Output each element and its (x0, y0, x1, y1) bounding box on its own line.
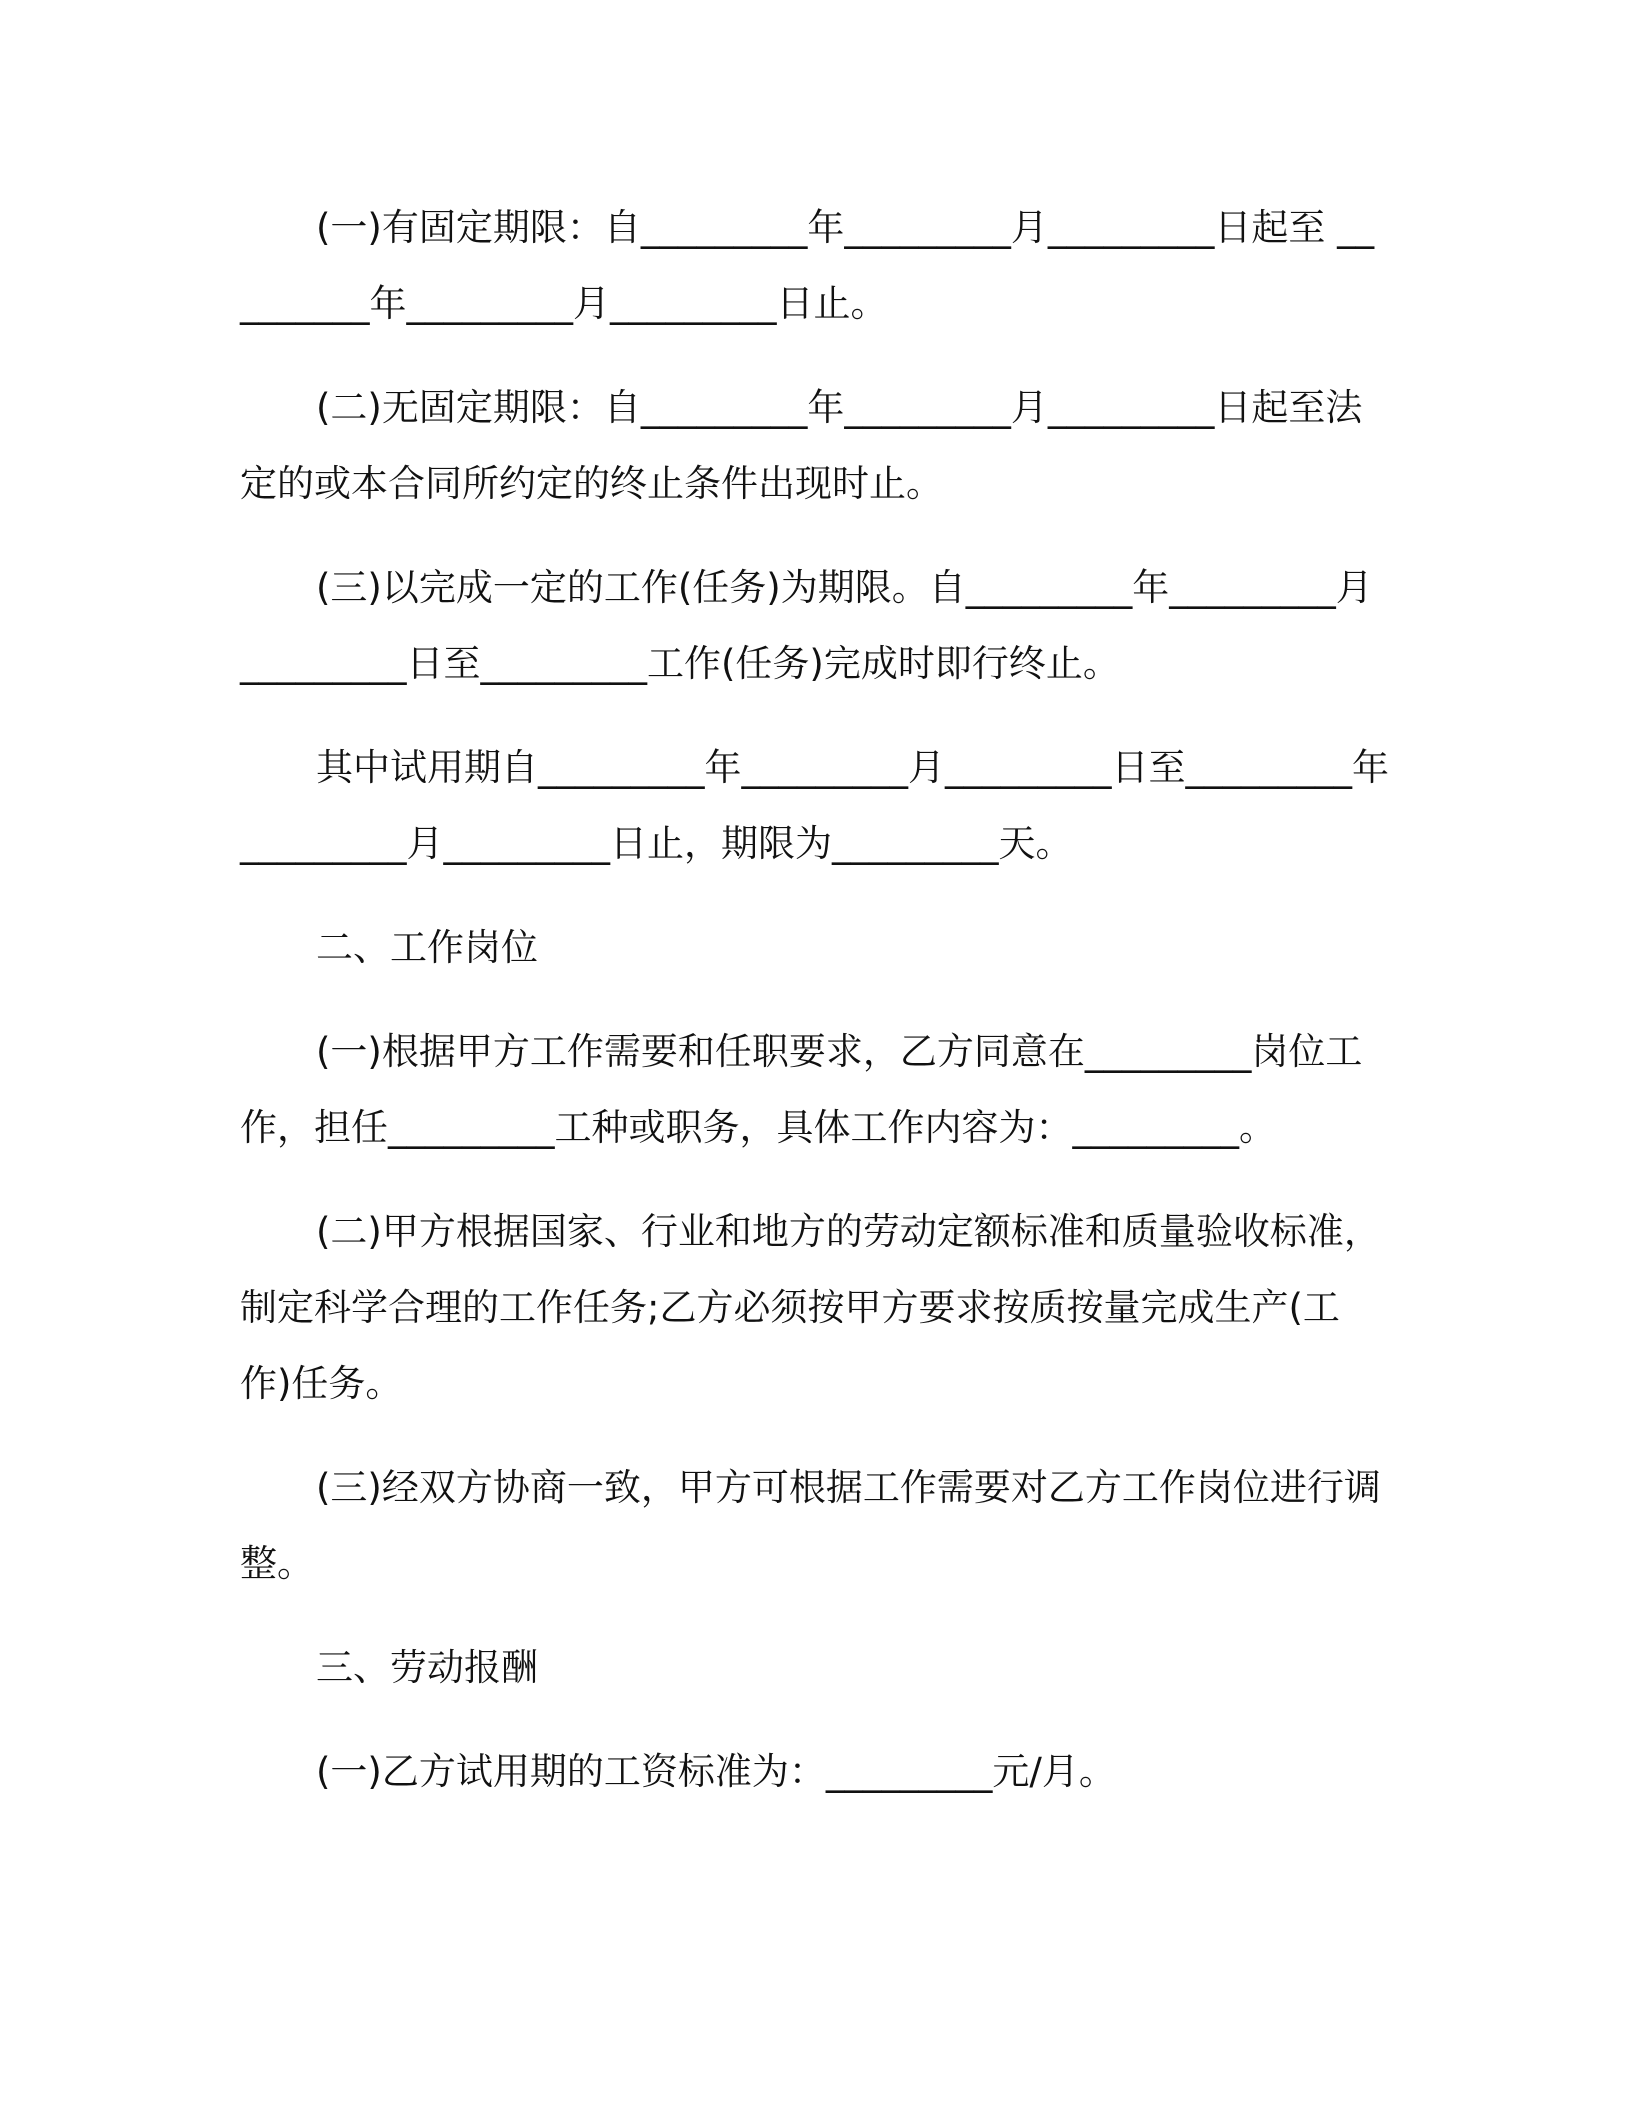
job-position-clause-1: (一)根据甲方工作需要和任职要求，乙方同意在_________岗位工作，担任_________工种或职务，具体工作内容为：_________。 (240, 1030, 1363, 1149)
job-position-clause-3: (三)经双方协商一致，甲方可根据工作需要对乙方工作岗位进行调整。 (240, 1466, 1381, 1585)
term-task-based: (三)以完成一定的工作(任务)为期限。自_________年_________月_________日至_________工作(任务)完成时即行终止。 (240, 566, 1373, 685)
remuneration-clause-1: (一)乙方试用期的工资标准为：_________元/月。 (316, 1750, 1116, 1793)
section-heading-job-position: 二、工作岗位 (316, 926, 538, 969)
term-open-ended: (二)无固定期限：自_________年_________月_________日起至法定的或本合同所约定的终止条件出现时止。 (240, 386, 1363, 505)
term-fixed-period: (一)有固定期限：自_________年_________月_________日起至 _________年_________月_________日止。 (240, 206, 1375, 325)
document-body (240, 190, 1390, 1838)
job-position-clause-2: (二)甲方根据国家、行业和地方的劳动定额标准和质量验收标准，制定科学合理的工作任务;乙方必须按甲方要求按质按量完成生产(工作)任务。 (240, 1210, 1381, 1405)
section-heading-remuneration: 三、劳动报酬 (316, 1646, 538, 1689)
probation-period: 其中试用期自_________年_________月_________日至_________年_________月_________日止，期限为_________天。 (240, 746, 1389, 865)
